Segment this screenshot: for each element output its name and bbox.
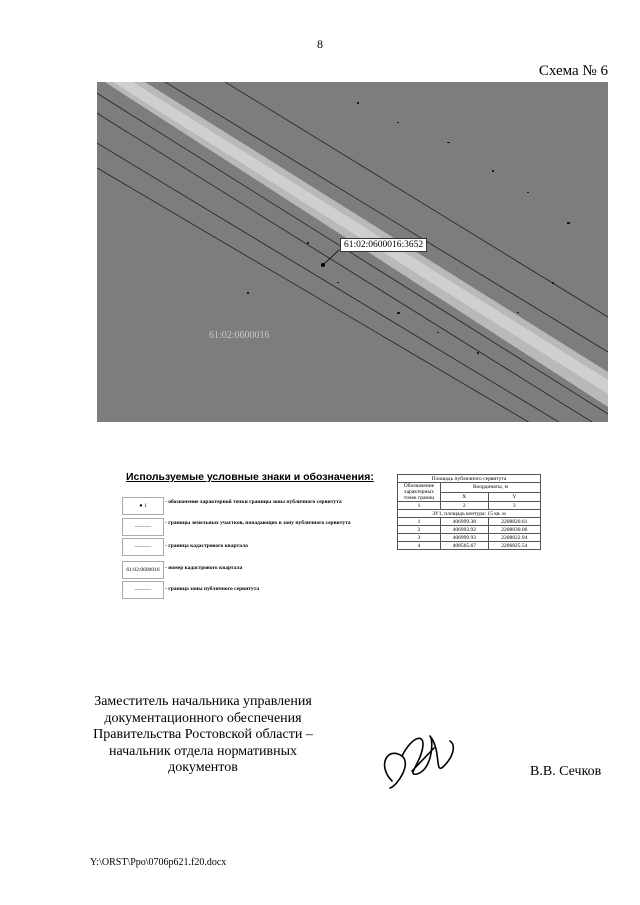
table-cell: 2 [398, 526, 441, 534]
table-header-point: Обозначение характерных точек границ [398, 483, 441, 502]
table-row [398, 534, 541, 542]
signatory-position: Заместитель начальника управления документационного обеспечения Правительства Ростовской области – начальник отдела нормативных документов [93, 694, 313, 775]
table-header-coords: Координаты, м [441, 483, 541, 493]
table-cell: 3 [398, 534, 441, 542]
table-col-num: 1 [398, 502, 441, 510]
cadastral-map [97, 82, 608, 422]
table-cell: 406999.38 [441, 518, 489, 526]
legend-point-text: - обозначение характерной точки границы зоны публичного сервитута [165, 499, 342, 505]
table-col-num: 2 [441, 502, 489, 510]
page-number: 8 [317, 37, 323, 51]
table-cell: 2208820.61 [488, 518, 540, 526]
legend-servitude-border-symbol: ——— [122, 581, 164, 599]
legend-quarter-number-text: - номер кадастрового квартала [165, 565, 243, 571]
table-cell: 406999.93 [441, 534, 489, 542]
table-cell: 408565.67 [441, 542, 489, 550]
legend-point-symbol: ● 1 [122, 497, 164, 515]
cadastral-quarter-label: 61:02:0600016 [209, 330, 270, 341]
legend-parcel-symbol: ——— [122, 518, 164, 536]
signer-name: В.В. Сечков [530, 764, 602, 779]
table-row [398, 542, 541, 550]
table-cell: 4 [398, 542, 441, 550]
table-header-y: Y [488, 492, 540, 502]
legend-parcel-text: - границы земельных участков, попадающих в зону публичного сервитута [165, 520, 351, 526]
table-title: Площадь публичного сервитута [398, 475, 541, 483]
footer-file-path: Y:\ORST\Ppo\0706p621.f20.docx [90, 857, 227, 868]
legend-quarter-border-symbol: ——— [122, 538, 164, 556]
table-col-num: 3 [488, 502, 540, 510]
table-header-x: X [441, 492, 489, 502]
handwritten-signature [372, 726, 462, 796]
table-cell: 2208822.94 [488, 534, 540, 542]
table-cell: 2206825.54 [488, 542, 540, 550]
legend-quarter-border-text: - граница кадастрового квартала [165, 543, 248, 549]
cadastral-parcel-label: 61:02:0600016:3652 [340, 238, 427, 252]
legend-quarter-number-symbol: 61:02:0600016 [122, 561, 164, 579]
legend-servitude-border-text: - граница зоны публичного сервитута [165, 586, 260, 592]
coordinates-table [397, 474, 541, 550]
table-cell: 406993.92 [441, 526, 489, 534]
table-cell: 2208830.06 [488, 526, 540, 534]
legend-title: Используемые условные знаки и обозначения: [126, 471, 374, 483]
table-row [398, 518, 541, 526]
scheme-title: Схема № 6 [538, 63, 608, 79]
table-row [398, 526, 541, 534]
table-area-row: ЗУ1, площадь контура: 15 кв. м [398, 510, 541, 518]
table-cell: 1 [398, 518, 441, 526]
